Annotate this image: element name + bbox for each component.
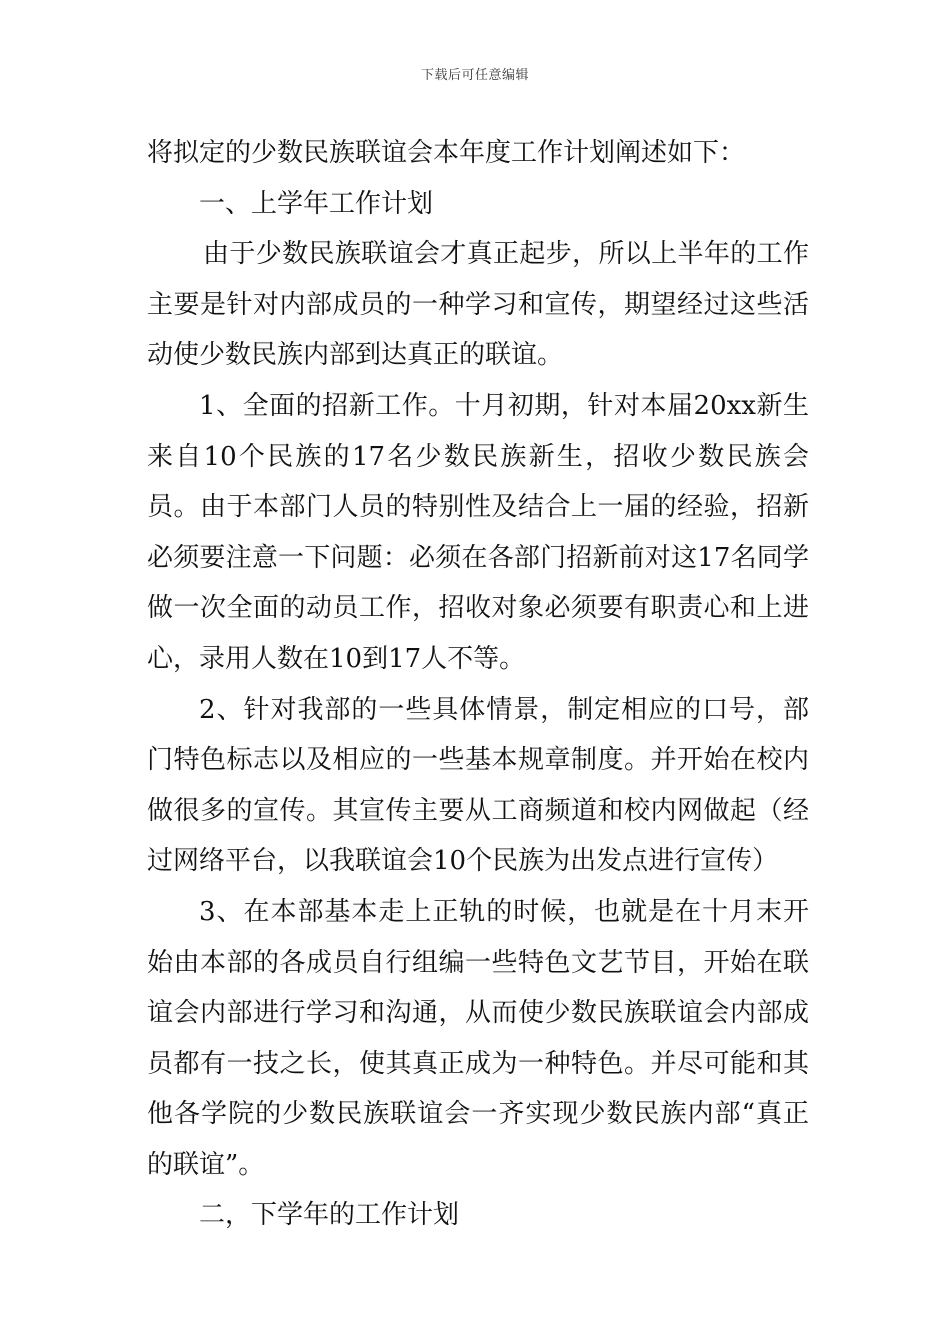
item-2-paragraph: 2、针对我部的一些具体情景，制定相应的口号，部门特色标志以及相应的一些基本规章制度。并开始在校内做很多的宣传。其宣传主要从工商频道和校内网做起（经过网络平台，以我联谊会10个民族为出发点进行宣传） bbox=[147, 694, 809, 877]
intro-paragraph: 将拟定的少数民族联谊会本年度工作计划阐述如下： bbox=[147, 138, 746, 168]
page-header: 下载后可任意编辑 bbox=[420, 68, 529, 83]
item-3-paragraph: 3、在本部基本走上正轨的时候，也就是在十月末开始由本部的各成员自行组编一些特色文艺节目，开始在联谊会内部进行学习和沟通，从而使少数民族联谊会内部成员都有一技之长，使其真正成为一种特色。并尽可能和其他各学院的少数民族联谊会一齐实现少数民族内部“真正的联谊”。 bbox=[147, 896, 809, 1180]
section-heading-second-semester: 二，下学年的工作计划 bbox=[199, 1200, 460, 1231]
item-1-paragraph: 1、全面的招新工作。十月初期，针对本届20xx新生来自10个民族的17名少数民族新生，招收少数民族会员。由于本部门人员的特别性及结合上一届的经验，招新必须要注意一下问题：必须在各部门招新前对这17名同学做一次全面的动员工作，招收对象必须要有职责心和上进心，录用人数在10到17人不等。 bbox=[147, 390, 809, 674]
first-semester-overview-paragraph: 由于少数民族联谊会才真正起步，所以上半年的工作主要是针对内部成员的一种学习和宣传，期望经过这些活动使少数民族内部到达真正的联谊。 bbox=[147, 239, 809, 371]
document-body bbox=[147, 128, 809, 1241]
section-heading-first-semester: 一、上学年工作计划 bbox=[199, 188, 434, 219]
